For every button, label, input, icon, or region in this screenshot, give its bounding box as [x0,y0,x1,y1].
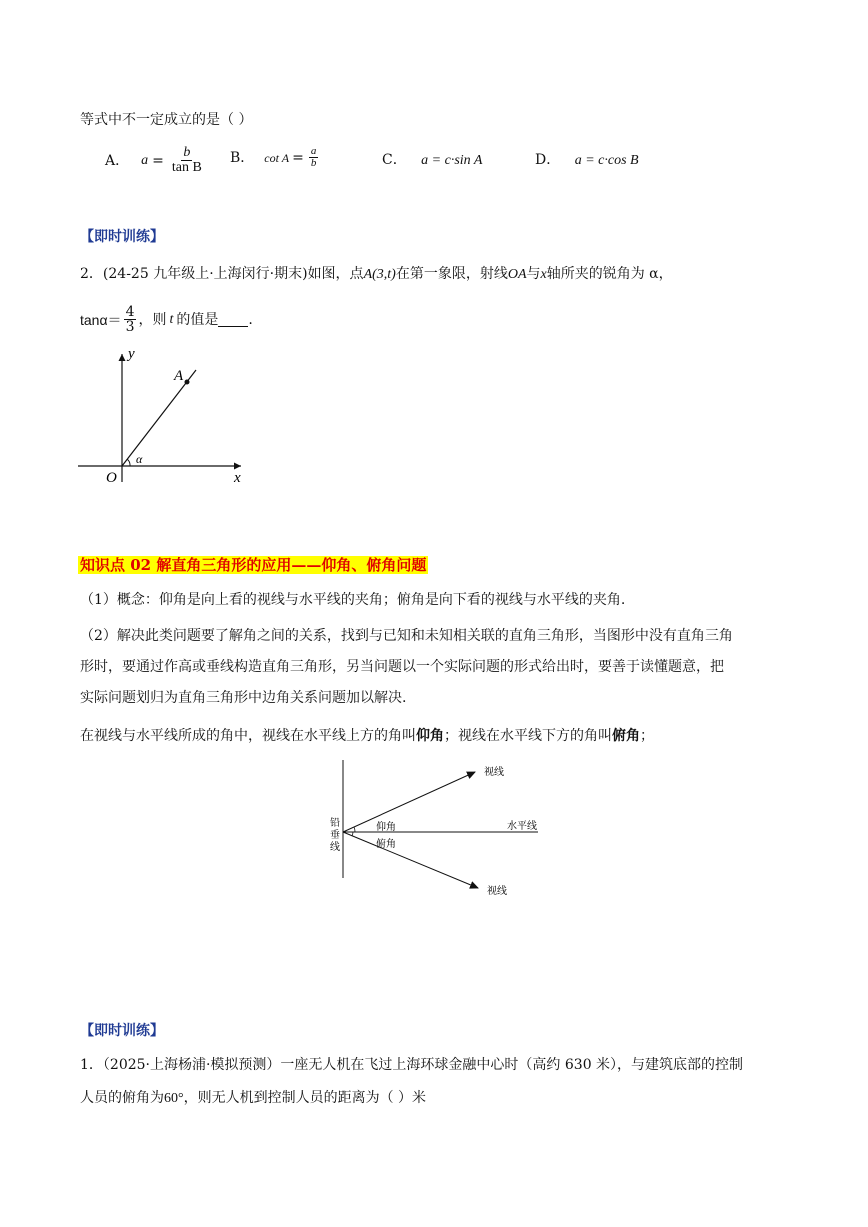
elevation-depression-figure [310,758,560,898]
training-label: 【即时训练】 [80,229,164,245]
x-label: x [234,470,241,486]
answer-blank[interactable] [218,312,248,327]
elevation-arc [354,827,355,832]
paragraph-definition: 在视线与水平线所成的角中，视线在水平线上方的角叫仰角；视线在水平线下方的角叫俯角； [80,728,654,744]
depression-label: 俯角 [376,839,396,850]
origin-label: O [106,470,117,486]
option-b[interactable]: B． cot A = $\frac{a}{b}$ [230,145,317,169]
question-2-line-1: 2．(24-25 九年级上·上海闵行·期末)如图，点A(3,t)在第一象限，射线OA与x轴所夹的锐角为 α， [80,266,673,282]
section-heading: 知识点 02 解直角三角形的应用——仰角、俯角问题 [80,556,427,574]
sight-down-label: 视线 [487,886,507,897]
option-c[interactable]: C． a = c·sin A [382,152,483,168]
plumb-label-1: 铅 [330,818,340,829]
a-label: A [174,368,184,384]
paragraph-method-1: （2）解决此类问题要了解角之间的关系，找到与已知和未知相关联的直角三角形，当图形中没有直角三角 [80,628,733,644]
question-stem: 等式中不一定成立的是（ ） [80,112,253,128]
fraction: $\frac{4}{3}$ [125,304,135,335]
question-1-line-1: 1．（2025·上海杨浦·模拟预测）一座无人机在飞过上海环球金融中心时（高约 630 米），与建筑底部的控制 [80,1057,744,1073]
question-2-line-2: tanα＝ $\frac{4}{3}$ ，则 t 的值是 . [80,304,253,335]
training-label-2: 【即时训练】 [80,1023,164,1039]
paragraph-method-3: 实际问题划归为直角三角形中边角关系问题加以解决. [80,690,407,706]
paragraph-method-2: 形时，要通过作高或垂线构造直角三角形，另当问题以一个实际问题的形式给出时，要善于读懂题意，把 [80,659,724,675]
depression-arc [352,832,353,836]
plumb-label-2: 垂 [330,830,340,841]
horizontal-label: 水平线 [507,821,537,832]
alpha-label: α [136,452,143,466]
option-a[interactable]: A． a = $\frac{b}{\text{tan B}}$ [105,145,202,175]
coordinate-figure [76,344,256,494]
ray-oa [122,370,196,466]
y-label: y [128,346,135,362]
sight-line-up [343,772,475,832]
question-1-line-2: 人员的俯角为60°，则无人机到控制人员的距离为（ ）米 [80,1090,427,1106]
sight-up-label: 视线 [484,767,504,778]
option-d[interactable]: D． a = c·cos B [535,152,639,168]
plumb-label-3: 线 [330,842,340,853]
point-a [185,380,190,385]
paragraph-concept: （1）概念：仰角是向上看的视线与水平线的夹角；俯角是向下看的视线与水平线的夹角. [80,592,626,608]
fraction: $\frac{a}{b}$ [310,145,317,169]
elevation-label: 仰角 [376,822,396,833]
angle-arc [127,459,130,466]
option-letter: A． [105,152,130,169]
fraction: $\frac{b}{\text{tan B}}$ [171,145,202,175]
sight-line-down [343,832,478,888]
